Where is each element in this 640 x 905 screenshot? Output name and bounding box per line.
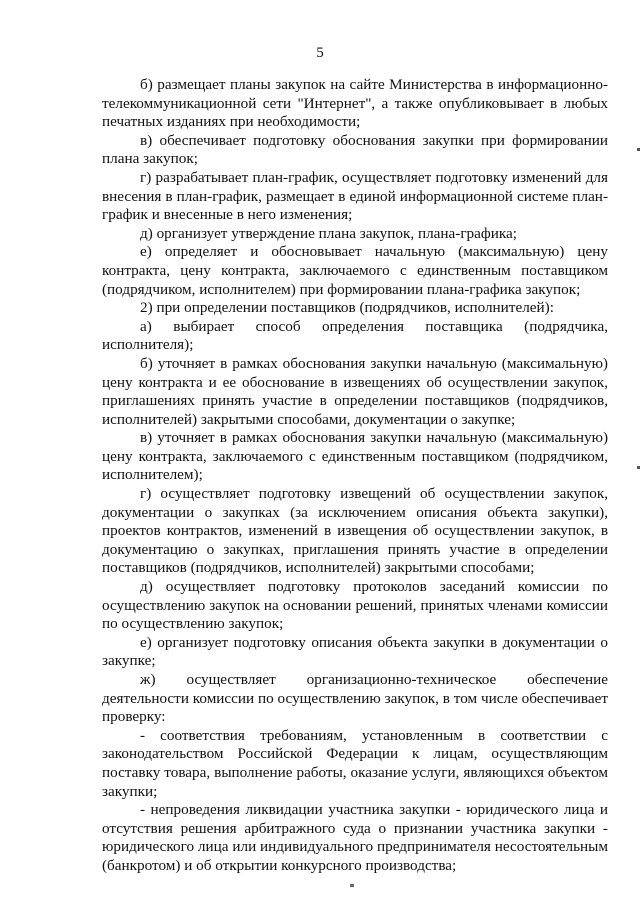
paragraph-d-protocols: д) осуществляет подготовку протоколов заседаний комиссии по осуществлению закупок на основании решений, принятых членами комиссии по осуществлению закупок;	[102, 578, 608, 633]
paragraph-g-notices: г) осуществляет подготовку извещений об осуществлении закупок, документации о закупках (за исключением описания объекта закупки), проектов контрактов, изменений в извещения об осуществлении закупок, в документацию о закупках, приглашения принять участие в определении поставщиков (подрядчиков, исполнителей) закрытыми способами;	[102, 485, 608, 577]
paragraph-e-initial-price: е) определяет и обосновывает начальную (максимальную) цену контракта, цену контракта, заключаемого с единственным поставщиком (подрядчиком, исполнителем) при формировании плана-графика закупок;	[102, 243, 608, 298]
list-item-no-liquidation: - непроведения ликвидации участника закупки - юридического лица и отсутствия решения арбитражного суда о признании участника закупки - юридического лица или индивидуального предпринимателя несостоятельным (банкротом) и об открытии конкурсного производства;	[102, 801, 608, 874]
scan-mark	[350, 884, 354, 887]
paragraph-zh-commission-support: ж) осуществляет организационно-техническое обеспечение деятельности комиссии по осуществлению закупок, в том числе обеспечивает проверку:	[102, 671, 608, 726]
paragraph-2-supplier-selection: 2) при определении поставщиков (подрядчиков, исполнителей):	[140, 299, 554, 317]
list-item-compliance: - соответствия требованиям, установленным в соответствии с законодательством Российской Федерации к лицам, осуществляющим поставку товара, выполнение работы, оказание услуги, являющихся объектом закупки;	[102, 726, 608, 800]
document-body	[102, 76, 608, 876]
paragraph-b-publish-plans: б) размещает планы закупок на сайте Министерства в информационно-телекоммуникационной сети "Интернет", а также опубликовывает в любых печатных изданиях при необходимости;	[102, 76, 608, 131]
paragraph-a-method: а) выбирает способ определения поставщика (подрядчика, исполнителя);	[102, 317, 608, 354]
paragraph-v-single-supplier-price: в) уточняет в рамках обоснования закупки начальную (максимальную) цену контракта, заключаемого с единственным поставщиком (подрядчиком, исполнителем);	[102, 429, 608, 484]
paragraph-g-schedule: г) разрабатывает план-график, осуществляет подготовку изменений для внесения в план-график, размещает в единой информационной системе план-график и внесенные в него изменения;	[102, 168, 608, 224]
page-number: 5	[316, 45, 324, 61]
paragraph-b-refine-price: б) уточняет в рамках обоснования закупки начальную (максимальную) цену контракта и ее обоснование в извещениях об осуществлении закупок, приглашениях принять участие в определении поставщиков (подрядчиков, исполнителей) закрытыми способами, документации о закупке;	[102, 354, 608, 428]
paragraph-d-approval: д) организует утверждение плана закупок, плана-графика;	[140, 224, 517, 242]
paragraph-v-justification: в) обеспечивает подготовку обоснования закупки при формировании плана закупок;	[102, 131, 608, 168]
paragraph-e-object-description: е) организует подготовку описания объекта закупки в документации о закупке;	[102, 633, 608, 670]
